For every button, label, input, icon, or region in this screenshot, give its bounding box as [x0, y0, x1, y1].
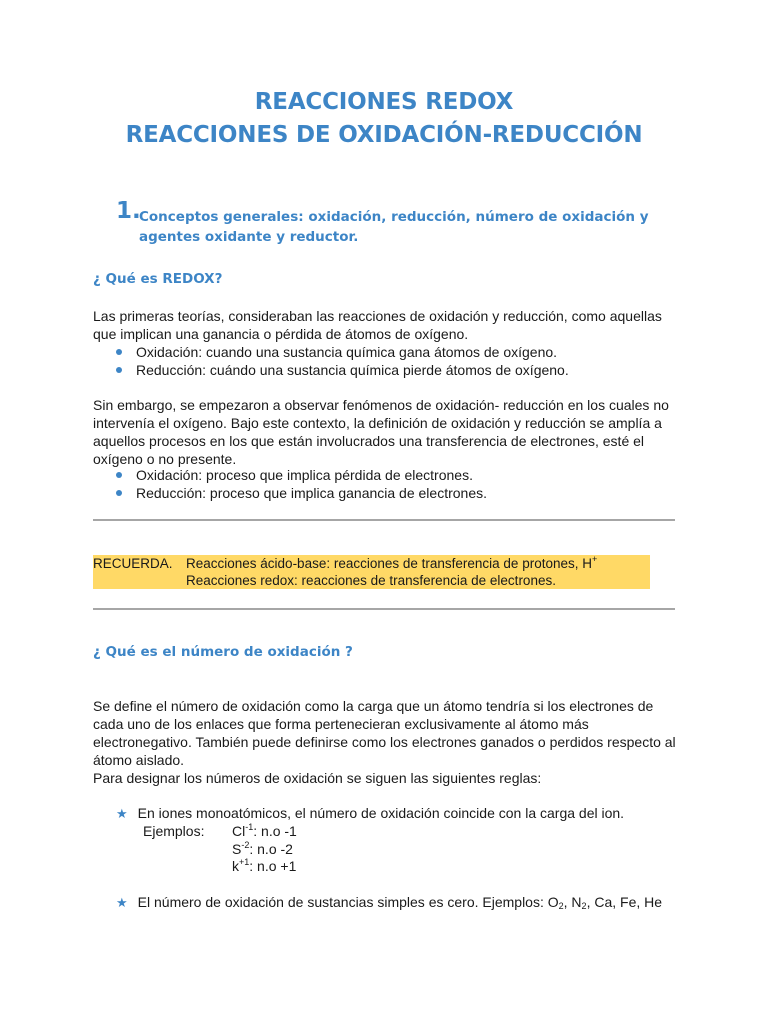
- example-item: [232, 840, 293, 858]
- rules-intro: Para designar los números de oxidación se siguen las siguientes reglas:: [93, 770, 542, 786]
- bullet-dot-icon: [116, 367, 122, 373]
- rule-text-2-mid: , N: [563, 894, 582, 910]
- bullet-dot-icon: [116, 490, 122, 496]
- document-title-line2: REACCIONES DE OXIDACIÓN-REDUCCIÓN: [125, 122, 643, 148]
- rule-item-2: [116, 893, 662, 913]
- example-charge: -2: [241, 840, 250, 850]
- bullet-dot-icon: [116, 472, 122, 478]
- recuerda-text-1-main: Reacciones ácido-base: reacciones de transferencia de protones, H: [186, 556, 592, 571]
- bullet-text: Oxidación: proceso que implica pérdida de electrones.: [136, 467, 473, 483]
- rule-text-1: En iones monoatómicos, el número de oxidación coincide con la carga del ion.: [137, 805, 625, 821]
- section-title: Conceptos generales: oxidación, reducción, número de oxidación y agentes oxidante y reductor.: [139, 209, 649, 245]
- example-charge: -1: [245, 822, 254, 832]
- star-bullet-icon: ★: [116, 807, 128, 822]
- example-item: [232, 822, 297, 840]
- oxnum-paragraph: Se define el número de oxidación como la carga que un átomo tendría si los electrones de cada uno de los enlaces que forma pertenecieran exclusivamente al átomo más electronegativo. También puede definirse como los electrones ganados o perdidos respecto al átomo aislado.: [93, 698, 676, 768]
- example-base: Cl: [232, 823, 246, 839]
- recuerda-text-1-sup: +: [591, 554, 598, 564]
- example-charge: +1: [239, 857, 250, 867]
- horizontal-divider: [93, 608, 675, 610]
- recuerda-text-2: Reacciones redox: reacciones de transferencia de electrones.: [186, 573, 556, 588]
- bullet-text: Reducción: cuándo una sustancia química pierde átomos de oxígeno.: [136, 362, 569, 378]
- bullet-text: Oxidación: cuando una sustancia química gana átomos de oxígeno.: [136, 344, 558, 360]
- subscript: 2: [558, 901, 564, 911]
- recuerda-label: RECUERDA.: [93, 556, 173, 571]
- example-base: S: [232, 841, 242, 857]
- rule-text-2-main: El número de oxidación de sustancias simples es cero. Ejemplos: O: [137, 894, 559, 910]
- section-number: 1.: [116, 198, 141, 224]
- examples-label: Ejemplos:: [143, 823, 205, 839]
- oxnum-heading: ¿ Qué es el número de oxidación ?: [93, 644, 353, 660]
- example-value: : n.o -1: [253, 823, 297, 839]
- horizontal-divider: [93, 519, 675, 521]
- bullet-dot-icon: [116, 349, 122, 355]
- recuerda-line-2: [93, 572, 650, 589]
- redox-heading: ¿ Qué es REDOX?: [93, 271, 223, 287]
- bullet-item: [116, 466, 473, 484]
- redox-paragraph-2: Sin embargo, se empezaron a observar fenómenos de oxidación- reducción en los cuales no intervenía el oxígeno. Bajo este contexto, la definición de oxidación y reducción se amplía a aquellos procesos en los que están involucrados una transferencia de electrones, esté el oxígeno o no presente.: [93, 397, 669, 467]
- redox-intro-paragraph: Las primeras teorías, consideraban las reacciones de oxidación y reducción, como aquellas que implican una ganancia o pérdida de átomos de oxígeno.: [93, 308, 662, 342]
- rule-item-1: [116, 804, 624, 824]
- bullet-text: Reducción: proceso que implica ganancia de electrones.: [136, 485, 487, 501]
- recuerda-line-1: [93, 555, 650, 572]
- document-title-line1: REACCIONES REDOX: [254, 89, 514, 115]
- star-bullet-icon: ★: [116, 896, 128, 911]
- example-base: k: [232, 858, 239, 874]
- bullet-item: [116, 361, 569, 379]
- bullet-item: [116, 343, 557, 361]
- recuerda-text-1: [186, 555, 597, 572]
- rule-text-2: [138, 894, 662, 910]
- example-item: [232, 857, 296, 875]
- example-value: : n.o -2: [249, 841, 293, 857]
- example-value: : n.o +1: [249, 858, 297, 874]
- rule-text-2-end: , Ca, Fe, He: [586, 894, 663, 910]
- subscript: 2: [581, 901, 587, 911]
- bullet-item: [116, 484, 487, 502]
